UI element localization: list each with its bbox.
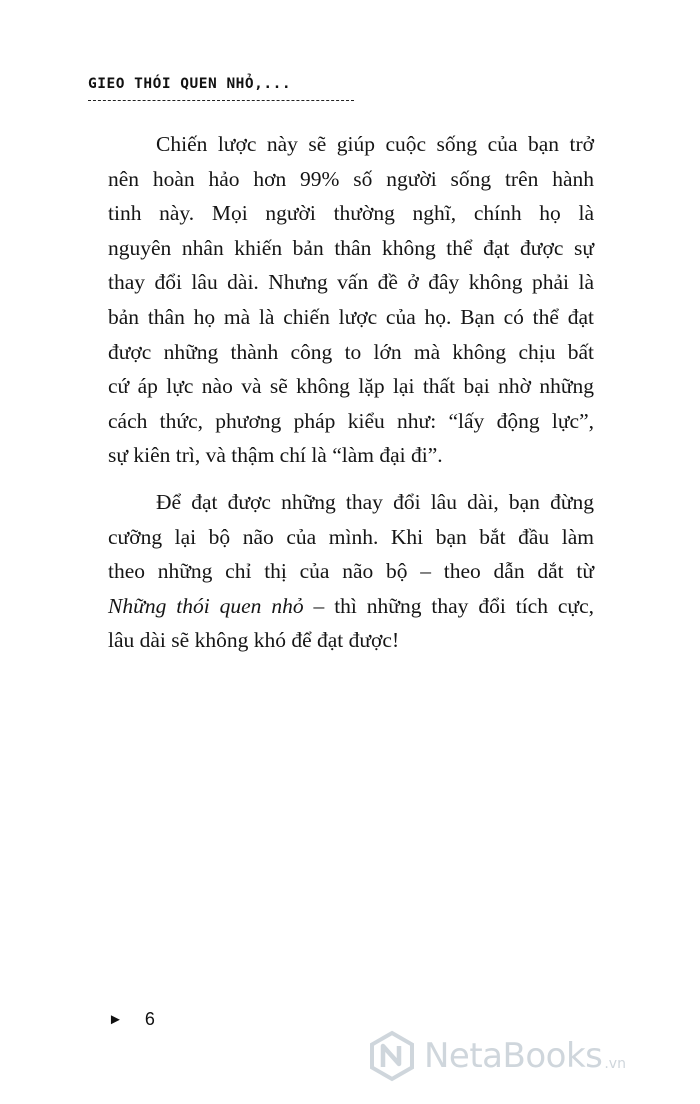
page-number: 6 (144, 1009, 155, 1029)
text-line: Để đạt được những thay đổi lâu dài, bạn đừng (156, 489, 594, 514)
watermark (366, 1030, 626, 1082)
page-footer (108, 1009, 155, 1030)
text-line: được những thành công to lớn mà không chịu bất (108, 339, 594, 364)
paragraph-2 (108, 485, 594, 658)
text-line: nguyên nhân khiến bản thân không thể đạt được sự (108, 235, 594, 260)
book-title: Những thói quen nhỏ (108, 593, 304, 618)
text-line: nên hoàn hảo hơn 99% số người sống trên hành (108, 166, 594, 191)
text-line: cứ áp lực nào và sẽ không lặp lại thất bại nhờ những (108, 374, 594, 399)
text-line: bản thân họ mà là chiến lược của họ. Bạn có thể đạt (108, 304, 594, 329)
text-line: Chiến lược này sẽ giúp cuộc sống của bạn trở (156, 132, 594, 156)
text-line: sự kiên trì, và thậm chí là “làm đại đi”. (108, 443, 443, 468)
text-line: cách thức, phương pháp kiểu như: “lấy động lực”, (108, 408, 594, 433)
watermark-tld: .vn (604, 1056, 626, 1072)
right-triangle-icon: ► (108, 1011, 123, 1028)
text-line: theo những chỉ thị của não bộ – theo dẫn dắt từ (108, 559, 594, 584)
netabooks-logo-icon (366, 1030, 418, 1082)
text-line: thay đổi lâu dài. Nhưng vấn đề ở đây không phải là (108, 270, 594, 295)
header-rule (88, 100, 354, 101)
body-text (108, 127, 594, 670)
watermark-brand: NetaBooks (424, 1036, 603, 1076)
running-title: GIEO THÓI QUEN NHỎ,... (88, 76, 292, 92)
text-line: lâu dài sẽ không khó để đạt được! (108, 628, 400, 653)
text-line: tinh này. Mọi người thường nghĩ, chính họ là (108, 201, 594, 226)
paragraph-1 (108, 127, 594, 473)
text-fragment: – thì những thay đổi tích cực, (313, 593, 594, 618)
text-line-with-title (108, 589, 594, 624)
text-line: cưỡng lại bộ não của mình. Khi bạn bắt đầu làm (108, 524, 594, 549)
